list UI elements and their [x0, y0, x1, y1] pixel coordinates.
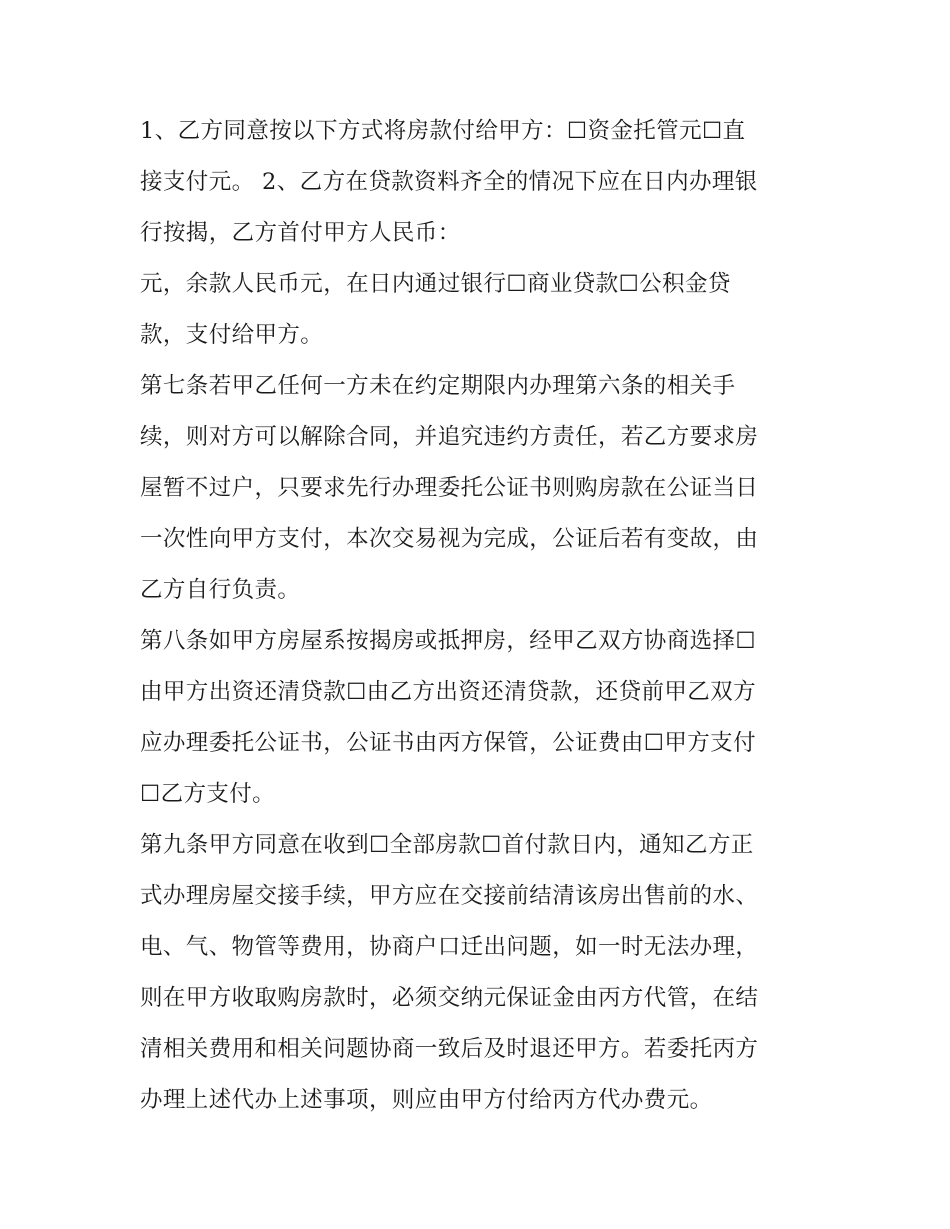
- text-line: 第八条如甲方房屋系按揭房或抵押房，经甲乙双方协商选择☐: [140, 628, 756, 654]
- text-line: 屋暂不过户，只要求先行办理委托公证书则购房款在公证当日: [140, 475, 759, 501]
- text-line: 一次性向甲方支付，本次交易视为完成，公证后若有变故，由: [140, 526, 759, 552]
- text-line: 乙方自行负责。: [140, 577, 301, 603]
- text-line: 款，支付给甲方。: [140, 322, 324, 348]
- text-line: 续，则对方可以解除合同，并追究违约方责任，若乙方要求房: [140, 424, 759, 450]
- text-line: 元，余款人民币元，在日内通过银行☐商业贷款☐公积金贷: [140, 271, 731, 297]
- text-line: 第九条甲方同意在收到☐全部房款☐首付款日内，通知乙方正: [140, 832, 754, 858]
- text-line: 办理上述代办上述事项，则应由甲方付给丙方代办费元。: [140, 1087, 713, 1113]
- text-line: 由甲方出资还清贷款☐由乙方出资还清贷款，还贷前甲乙双方: [140, 679, 756, 705]
- text-line: 电、气、物管等费用，协商户口迁出问题，如一时无法办理，: [140, 934, 759, 960]
- text-line: 行按揭，乙方首付甲方人民币：: [140, 220, 461, 246]
- text-line: 第七条若甲乙任何一方未在约定期限内办理第六条的相关手: [140, 373, 736, 399]
- text-line: 1、乙方同意按以下方式将房款付给甲方：☐资金托管元☐直: [140, 118, 746, 144]
- text-line: ☐乙方支付。: [140, 781, 276, 807]
- text-line: 式办理房屋交接手续，甲方应在交接前结清该房出售前的水、: [140, 883, 759, 909]
- text-line: 则在甲方收取购房款时，必须交纳元保证金由丙方代管，在结: [140, 985, 759, 1011]
- text-line: 接支付元。 2、乙方在贷款资料齐全的情况下应在日内办理银: [140, 169, 758, 195]
- text-line: 清相关费用和相关问题协商一致后及时退还甲方。若委托丙方: [140, 1036, 759, 1062]
- text-line: 应办理委托公证书，公证书由丙方保管，公证费由☐甲方支付: [140, 730, 756, 756]
- contract-text: [140, 106, 820, 1126]
